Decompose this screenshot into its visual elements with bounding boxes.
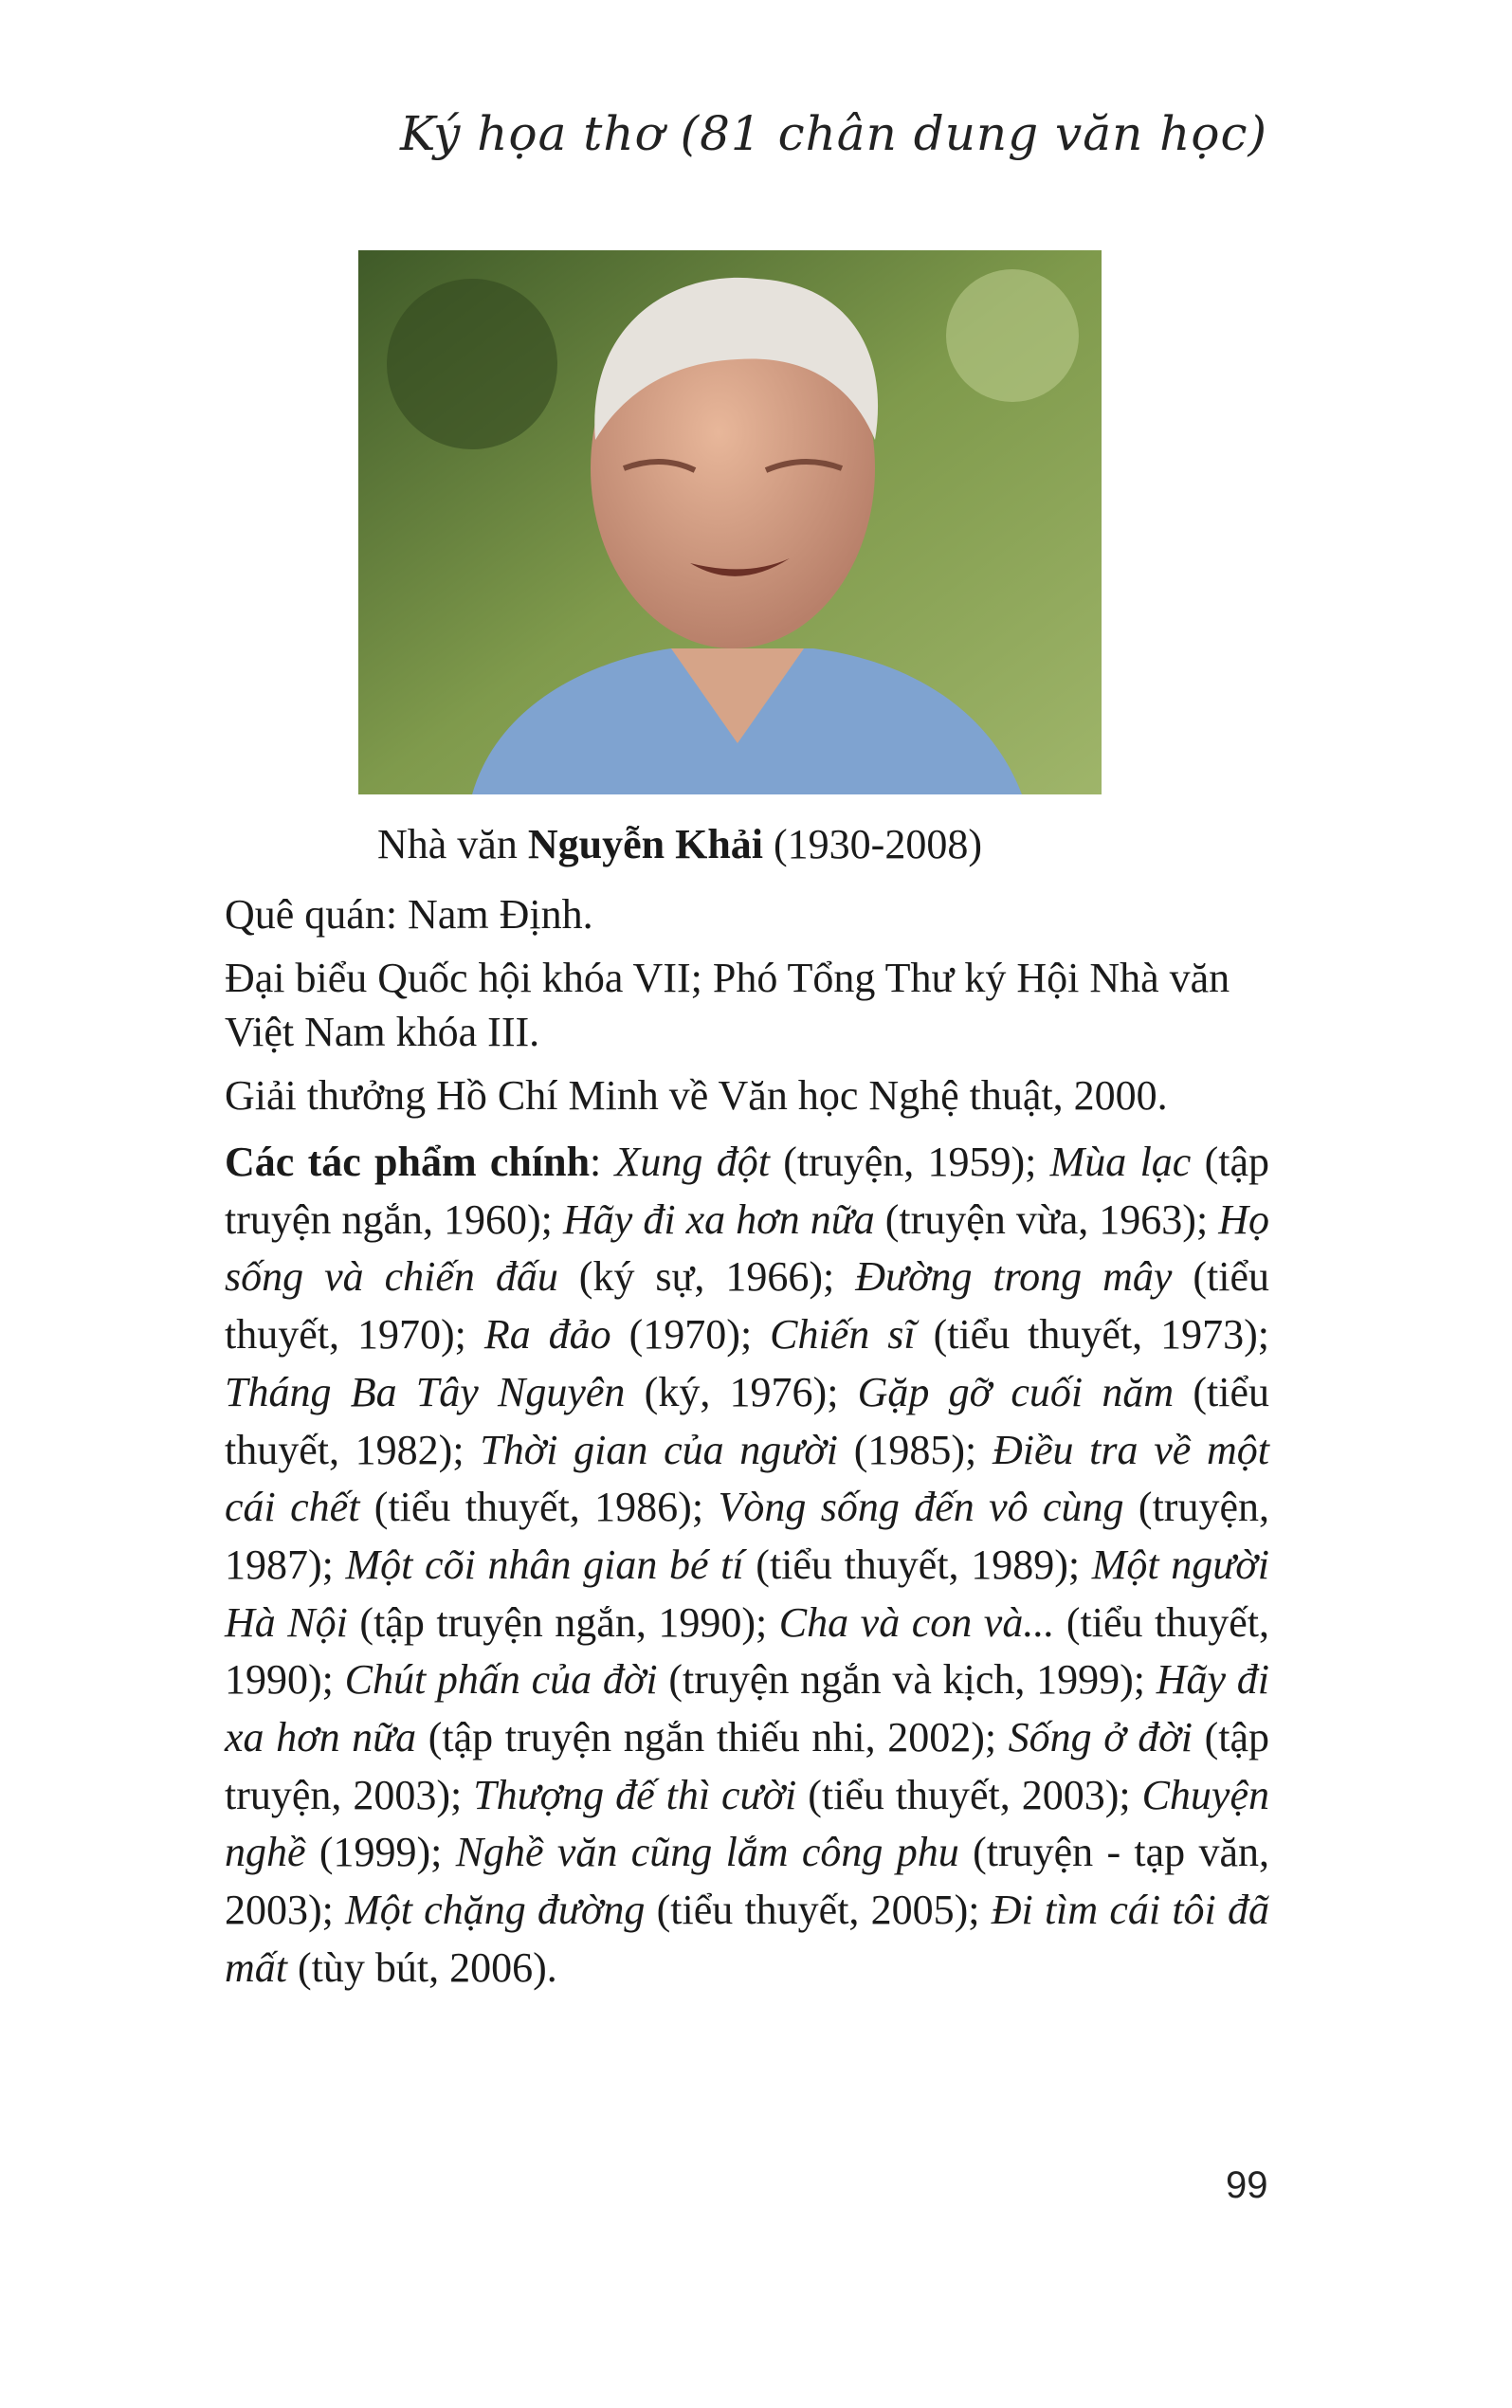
work-title: Đi tìm cái tôi đã mất bbox=[225, 1887, 1269, 1991]
work-note: (tập truyện ngắn thiếu nhi, 2002); bbox=[416, 1714, 1009, 1761]
caption-prefix: Nhà văn bbox=[377, 821, 528, 867]
works-separator: : bbox=[590, 1139, 615, 1185]
work-note: (tập truyện, 2003); bbox=[225, 1714, 1270, 1818]
work-title: Ra đảo bbox=[483, 1311, 611, 1359]
work-title: Một chặng đường bbox=[345, 1887, 646, 1934]
work-title: Một người Hà Nội bbox=[225, 1541, 1269, 1646]
major-works-paragraph bbox=[225, 1134, 1269, 1998]
work-note: (tiểu thuyết, 1973); bbox=[915, 1311, 1270, 1359]
work-note: (tiểu thuyết, 2003); bbox=[796, 1771, 1142, 1818]
hometown-line: Quê quán: Nam Định. bbox=[225, 891, 593, 938]
work-note: (truyện ngắn và kịch, 1999); bbox=[657, 1656, 1157, 1704]
positions-paragraph: Đại biểu Quốc hội khóa VII; Phó Tổng Thư ký Hội Nhà văn Việt Nam khóa III. bbox=[225, 955, 1230, 1055]
work-note: (ký, 1976); bbox=[625, 1368, 858, 1415]
author-portrait-photo bbox=[358, 250, 1102, 794]
work-note: (tiểu thuyết, 1982); bbox=[225, 1368, 1269, 1473]
works-label: Các tác phẩm chính bbox=[225, 1139, 591, 1185]
work-title: Tháng Ba Tây Nguyên bbox=[225, 1368, 626, 1415]
author-years: (1930-2008) bbox=[763, 821, 982, 867]
work-title: Vòng sống đến vô cùng bbox=[718, 1484, 1124, 1531]
work-note: (tiểu thuyết, 1989); bbox=[743, 1541, 1092, 1588]
work-note: (tiểu thuyết, 1990); bbox=[225, 1598, 1270, 1704]
work-note: (1985); bbox=[838, 1426, 993, 1473]
work-title: Hãy đi xa hơn nữa bbox=[562, 1195, 875, 1243]
work-title: Xung đột bbox=[614, 1139, 770, 1185]
work-note: (truyện, 1987); bbox=[225, 1484, 1269, 1588]
work-title: Thời gian của người bbox=[480, 1426, 839, 1473]
work-title: Họ sống và chiến đấu bbox=[225, 1195, 1270, 1301]
work-title: Hãy đi xa hơn nữa bbox=[225, 1656, 1269, 1761]
work-title: Chuyện nghề bbox=[225, 1771, 1269, 1876]
work-title: Chiến sĩ bbox=[770, 1311, 916, 1359]
work-note: (truyện, 1959); bbox=[769, 1139, 1050, 1185]
work-note: (1970); bbox=[610, 1311, 771, 1359]
work-note: (ký sự, 1966); bbox=[557, 1253, 856, 1301]
work-title: Thượng đế thì cười bbox=[473, 1771, 797, 1818]
work-title: Một cõi nhân gian bé tí bbox=[345, 1541, 744, 1588]
work-title: Cha và con và... bbox=[778, 1598, 1055, 1646]
work-title: Mùa lạc bbox=[1049, 1139, 1192, 1185]
work-title: Đường trong mây bbox=[855, 1253, 1173, 1301]
work-note: (truyện - tạp văn, 2003); bbox=[225, 1829, 1270, 1934]
page-number: 99 bbox=[1226, 2164, 1268, 2206]
work-note: (tập truyện ngắn, 1990); bbox=[347, 1598, 779, 1646]
work-title: Gặp gỡ cuối năm bbox=[857, 1368, 1175, 1415]
work-note: (tập truyện ngắn, 1960); bbox=[225, 1139, 1269, 1243]
running-header: Ký họa thơ (81 chân dung văn học) bbox=[399, 106, 1267, 161]
work-note: (tiểu thuyết, 1970); bbox=[225, 1253, 1270, 1359]
work-title: Chút phấn của đời bbox=[344, 1656, 658, 1704]
work-note: (tiểu thuyết, 2005); bbox=[645, 1887, 992, 1934]
portrait-illustration bbox=[358, 250, 1102, 794]
work-note: (tiểu thuyết, 1986); bbox=[359, 1484, 719, 1531]
work-title: Nghề văn cũng lắm công phu bbox=[455, 1829, 959, 1876]
work-title: Điều tra về một cái chết bbox=[225, 1426, 1269, 1531]
work-title: Sống ở đời bbox=[1008, 1714, 1193, 1761]
award-line: Giải thưởng Hồ Chí Minh về Văn học Nghệ thuật, 2000. bbox=[225, 1072, 1168, 1119]
photo-caption bbox=[377, 820, 982, 868]
work-note: (truyện vừa, 1963); bbox=[874, 1195, 1219, 1243]
work-note: (tùy bút, 2006). bbox=[287, 1943, 557, 1991]
work-note: (1999); bbox=[305, 1829, 456, 1876]
author-name: Nguyễn Khải bbox=[527, 821, 764, 867]
